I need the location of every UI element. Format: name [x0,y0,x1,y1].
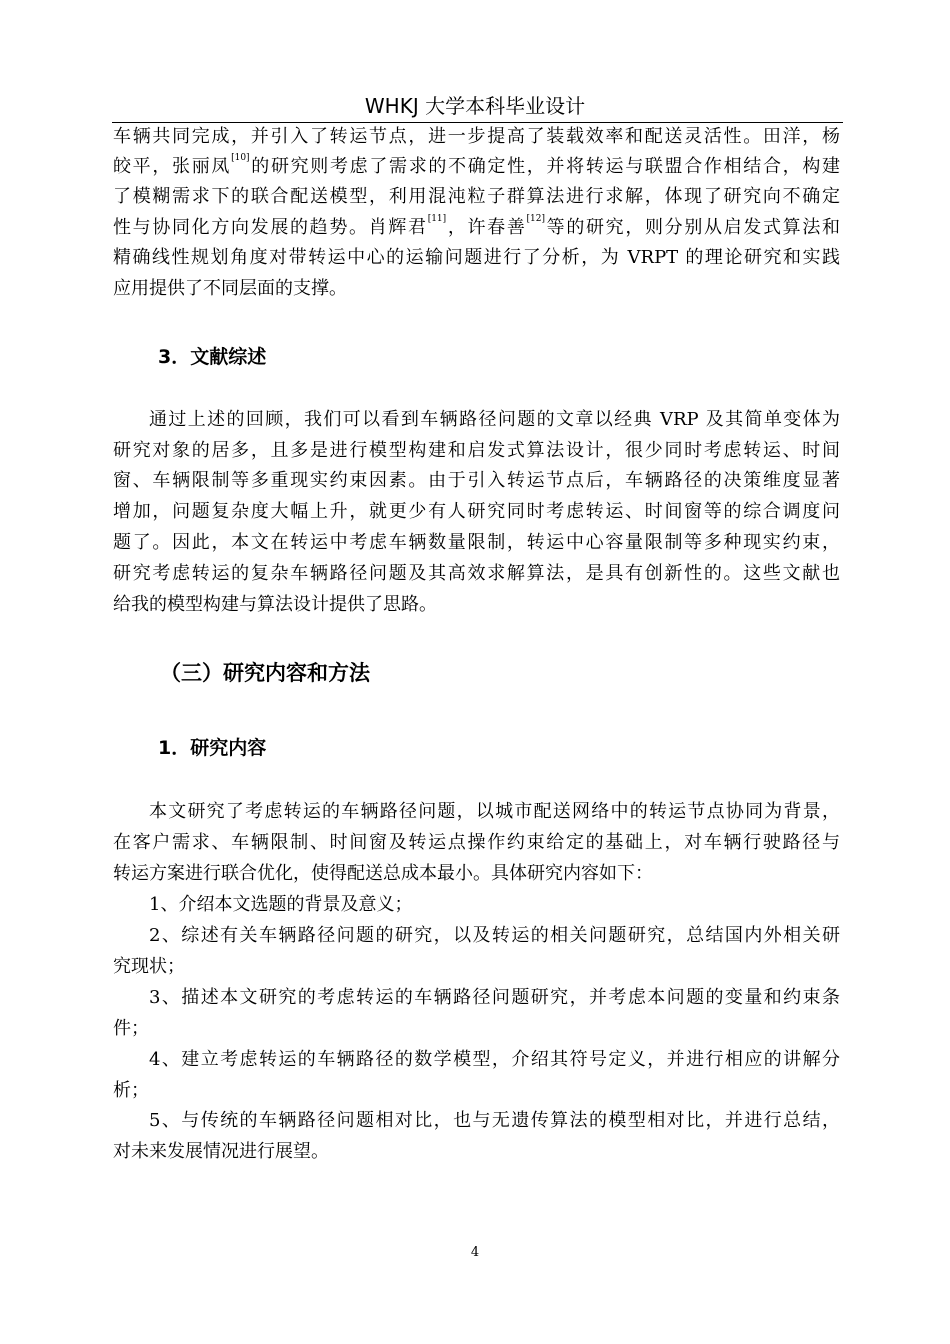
text-run: 皎平，张丽凤 [113,156,232,177]
text-run: 的研究则考虑了需求的不确定性，并将转运与联盟合作相结合，构建 [249,156,841,177]
paragraph-line: 车辆共同完成，并引入了转运节点，进一步提高了装载效率和配送灵活性。田洋，杨 [113,126,840,147]
list-item: 2、综述有关车辆路径问题的研究，以及转运的相关问题研究，总结国内外相关研 [149,925,840,946]
page-number: 4 [470,1245,480,1260]
paragraph-line: 给我的模型构建与算法设计提供了思路。 [113,594,437,615]
list-item: 1、介绍本文选题的背景及意义； [149,894,413,915]
paragraph-line: 增加，问题复杂度大幅上升，就更少有人研究同时考虑转运、时间窗等的综合调度问 [113,501,840,522]
subsection-heading-research-content: 1．研究内容 [158,737,267,759]
list-item-continuation: 对未来发展情况进行展望。 [113,1141,329,1162]
paragraph-line [113,216,840,240]
paragraph-line [113,155,840,179]
citation-ref: [11] [427,214,447,224]
list-item-continuation: 析； [113,1080,149,1101]
list-item-continuation: 究现状； [113,956,185,977]
paragraph-line: 题了。因此，本文在转运中考虑车辆数量限制，转运中心容量限制等多种现实约束， [113,532,840,553]
header-divider [112,122,843,123]
text-run: ，许春善 [446,217,527,238]
paragraph-line: 窗、车辆限制等多重现实约束因素。由于引入转运节点后，车辆路径的决策维度显著 [113,470,840,491]
section-heading-literature-review: 3．文献综述 [158,346,267,368]
paragraph-line: 应用提供了不同层面的支撑。 [113,278,347,299]
list-item: 5、与传统的车辆路径问题相对比，也与无遗传算法的模型相对比，并进行总结， [149,1110,840,1131]
paragraph-line: 在客户需求、车辆限制、时间窗及转运点操作约束给定的基础上，对车辆行驶路径与 [113,832,840,853]
text-run: 性与协同化方向发展的趋势。肖辉君 [113,217,428,238]
citation-ref: [10] [231,153,250,163]
list-item-continuation: 件； [113,1018,149,1039]
list-item: 3、描述本文研究的考虑转运的车辆路径问题研究，并考虑本问题的变量和约束条 [149,987,840,1008]
paragraph-line: 了模糊需求下的联合配送模型，利用混沌粒子群算法进行求解，体现了研究向不确定 [113,186,840,207]
paragraph-line: 研究对象的居多，且多是进行模型构建和启发式算法设计，很少同时考虑转运、时间 [113,440,840,461]
citation-ref: [12] [526,214,545,224]
part-heading-research-content-methods: （三）研究内容和方法 [160,661,370,685]
paragraph-line: 通过上述的回顾，我们可以看到车辆路径问题的文章以经典 VRP 及其简单变体为 [149,409,840,430]
paragraph-line: 本文研究了考虑转运的车辆路径问题，以城市配送网络中的转运节点协同为背景， [149,801,840,822]
list-item: 4、建立考虑转运的车辆路径的数学模型，介绍其符号定义，并进行相应的讲解分 [149,1049,840,1070]
page-header-title: WHKJ 大学本科毕业设计 [364,94,586,118]
paragraph-line: 研究考虑转运的复杂车辆路径问题及其高效求解算法，是具有创新性的。这些文献也 [113,563,840,584]
text-run: 等的研究，则分别从启发式算法和 [545,217,841,238]
paragraph-line: 精确线性规划角度对带转运中心的运输问题进行了分析，为 VRPT 的理论研究和实践 [113,247,840,268]
paragraph-line: 转运方案进行联合优化，使得配送总成本最小。具体研究内容如下： [113,863,653,884]
